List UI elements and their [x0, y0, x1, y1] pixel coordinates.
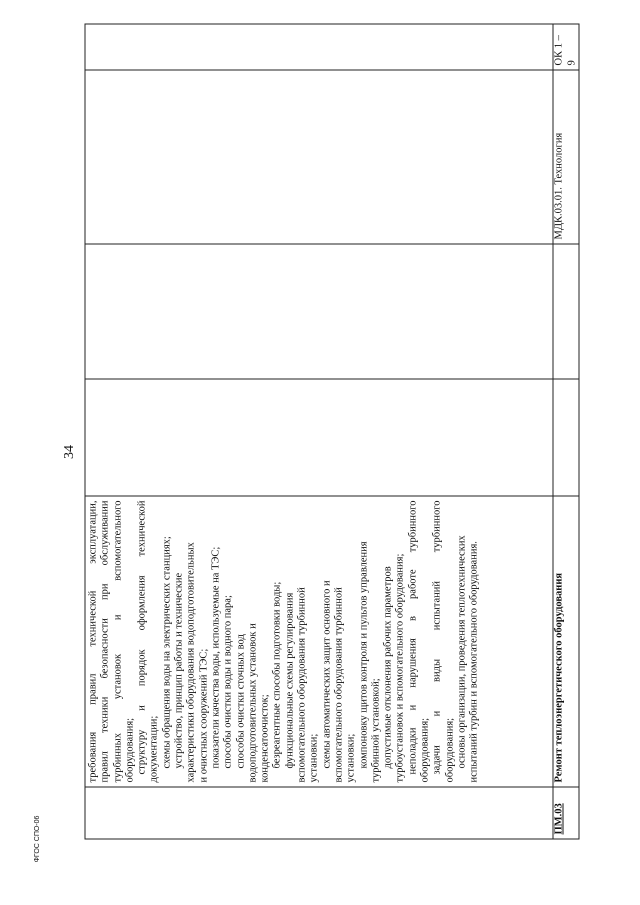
requirement-line: характеристики оборудования водоподготовительных: [185, 542, 197, 783]
curriculum-table: [85, 24, 580, 840]
requirement-line: функциональные схемы регулирования: [284, 592, 296, 769]
module-competencies: ОК 1 – 9: [553, 24, 579, 70]
footer-label: ФГОС СПО-06: [34, 815, 41, 863]
module-name: Ремонт теплоэнергетического оборудования: [553, 496, 579, 787]
requirement-line: основы организации, проведения теплотехнических: [456, 535, 468, 769]
requirements-cell: [85, 496, 553, 787]
requirement-line: оборудования;: [419, 717, 431, 783]
requirement-line: турбоустановок и вспомогательного оборудования;: [394, 553, 406, 783]
requirement-line: схемы обращения воды на электрических станциях;: [161, 536, 173, 769]
requirements-row: [85, 24, 553, 839]
requirement-line: неполадки и нарушения в работе турбинного: [407, 500, 419, 775]
page-number: 34: [62, 445, 77, 459]
requirement-line: требования правил технической эксплуатации,: [87, 500, 99, 783]
module-code: ПМ.03: [553, 787, 579, 839]
module-discipline: МДК.03.01. Технология: [553, 70, 579, 244]
code-cell-empty: [85, 787, 553, 839]
requirements-list: [88, 501, 482, 783]
requirement-line: оборудования;: [444, 717, 456, 783]
requirement-line: турбинных установок и вспомогательного: [112, 500, 124, 783]
requirement-line: и очистных сооружений ТЭС;: [198, 648, 210, 783]
module-hours-empty: [553, 379, 579, 496]
requirement-line: способы очистки воды и водного пара;: [222, 595, 234, 769]
requirement-line: документации;: [148, 715, 160, 783]
requirement-line: задачи и виды испытаний турбинного: [431, 500, 443, 775]
requirement-line: конденсатоочисток;: [259, 694, 271, 783]
requirement-line: структуру и порядок оформления технической: [136, 500, 148, 775]
requirement-line: установки;: [345, 733, 357, 783]
requirement-line: показатели качества воды, используемые на ТЭС;: [210, 546, 222, 769]
requirement-line: испытаний турбин и вспомогательного оборудования.: [468, 541, 480, 783]
requirement-line: вспомогательного оборудования турбинной: [333, 587, 345, 783]
module-hours-empty-2: [553, 244, 579, 379]
requirement-line: вспомогательного оборудования турбинной: [296, 587, 308, 783]
hours-cell-empty: [85, 379, 553, 496]
hours-cell-empty-2: [85, 244, 553, 379]
requirement-line: водоподготовительных установок и: [247, 623, 259, 783]
requirement-line: турбинной установкой;: [370, 678, 382, 783]
requirement-line: устройство, принцип работы и технические: [173, 572, 185, 769]
module-row: [553, 24, 579, 839]
requirement-line: оборудования;: [124, 717, 136, 783]
requirement-line: компоновку щитов контроля и пультов управления: [358, 541, 370, 769]
requirement-line: безреагентные способы подготовки воды;: [271, 581, 283, 769]
rotated-table-wrapper: [85, 25, 580, 840]
requirement-line: допустимые отклонения рабочих параметров: [382, 566, 394, 769]
requirement-line: способы очистки сточных вод: [235, 634, 247, 769]
discipline-cell-empty: [85, 70, 553, 244]
requirement-line: правил техники безопасности при обслуживании: [99, 500, 111, 783]
requirement-line: установки;: [308, 733, 320, 783]
requirement-line: схемы автоматических защит основного и: [321, 580, 333, 769]
competency-cell-empty: [85, 24, 553, 70]
